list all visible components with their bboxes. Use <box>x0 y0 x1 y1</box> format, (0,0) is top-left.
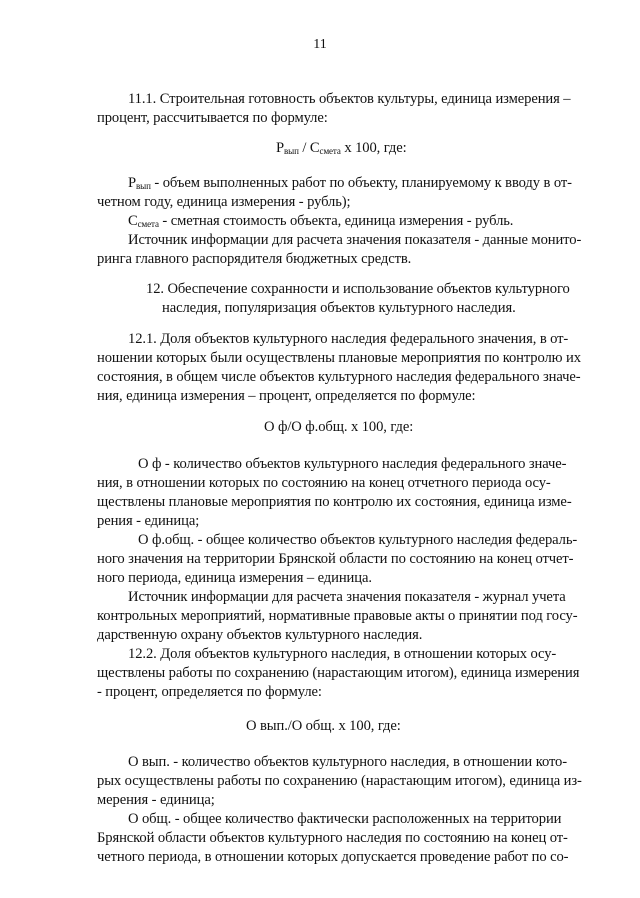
text-line: Источник информации для расчета значения показателя - журнал учета <box>128 589 566 605</box>
text-line: ринга главного распорядителя бюджетных средств. <box>97 251 412 267</box>
text-line: 12.1. Доля объектов культурного наследия федерального значения, в от- <box>128 331 569 347</box>
text-line: 11.1. Строительная готовность объектов культуры, единица измерения – <box>128 91 571 107</box>
page-number: 11 <box>313 37 327 52</box>
text-line: ния, единица измерения – процент, определяется по формуле: <box>97 388 476 404</box>
text-line: дарственную охрану объектов культурного наследия. <box>97 627 423 643</box>
text-line: ществлены плановые мероприятия по контролю их состояния, единица изме- <box>97 494 572 510</box>
text-line: ного значения на территории Брянской области по состоянию на конец отчет- <box>97 551 574 567</box>
text-line: ществлены работы по сохранению (нарастающим итогом), единица измерения <box>97 665 580 681</box>
text-line: - процент, определяется по формуле: <box>97 684 322 700</box>
text-line: состояния, в общем числе объектов культурного наследия федерального значе- <box>97 369 581 385</box>
text-line: четного периода, в отношении которых допускается проведение работ по со- <box>97 849 569 865</box>
definition-line: О ф.общ. - общее количество объектов культурного наследия федераль- <box>138 532 578 548</box>
formula-line: О ф/О ф.общ. х 100, где: <box>264 419 414 435</box>
section-heading: наследия, популяризация объектов культурного наследия. <box>162 300 516 316</box>
text-line: рения - единица; <box>97 513 200 529</box>
definition-line: $Р_{вып}$ - объем выполненных работ по объекту, планируемому к вводу в от- <box>128 175 572 191</box>
definition-line: О ф - количество объектов культурного наследия федерального значе- <box>138 456 567 472</box>
text-line: четном году, единица измерения - рубль); <box>97 194 351 210</box>
text-line: ного периода, единица измерения – единица. <box>97 570 372 586</box>
formula-line: $Р_{вып} / С_{смета}$ х 100, где: <box>276 140 407 156</box>
text-line: 12.2. Доля объектов культурного наследия, в отношении которых осу- <box>128 646 557 662</box>
definition-line: О общ. - общее количество фактически расположенных на территории <box>128 811 562 827</box>
text-line: контрольных мероприятий, нормативные правовые акты о принятии под госу- <box>97 608 578 624</box>
section-heading: 12. Обеспечение сохранности и использование объектов культурного <box>146 281 570 297</box>
text-line: Брянской области объектов культурного наследия по состоянию на конец от- <box>97 830 568 846</box>
definition-line: О вып. - количество объектов культурного наследия, в отношении кото- <box>128 754 567 770</box>
text-line: мерения - единица; <box>97 792 215 808</box>
text-line: ношении которых были осуществлены плановые мероприятия по контролю их <box>97 350 581 366</box>
text-line: ния, в отношении которых по состоянию на конец отчетного периода осу- <box>97 475 551 491</box>
text-line: Источник информации для расчета значения показателя - данные монито- <box>128 232 582 248</box>
text-line: рых осуществлены работы по сохранению (нарастающим итогом), единица из- <box>97 773 582 789</box>
definition-line: $С_{смета}$ - сметная стоимость объекта, единица измерения - рубль. <box>128 213 514 229</box>
formula-line: О вып./О общ. х 100, где: <box>246 718 401 734</box>
text-line: процент, рассчитывается по формуле: <box>97 110 328 126</box>
